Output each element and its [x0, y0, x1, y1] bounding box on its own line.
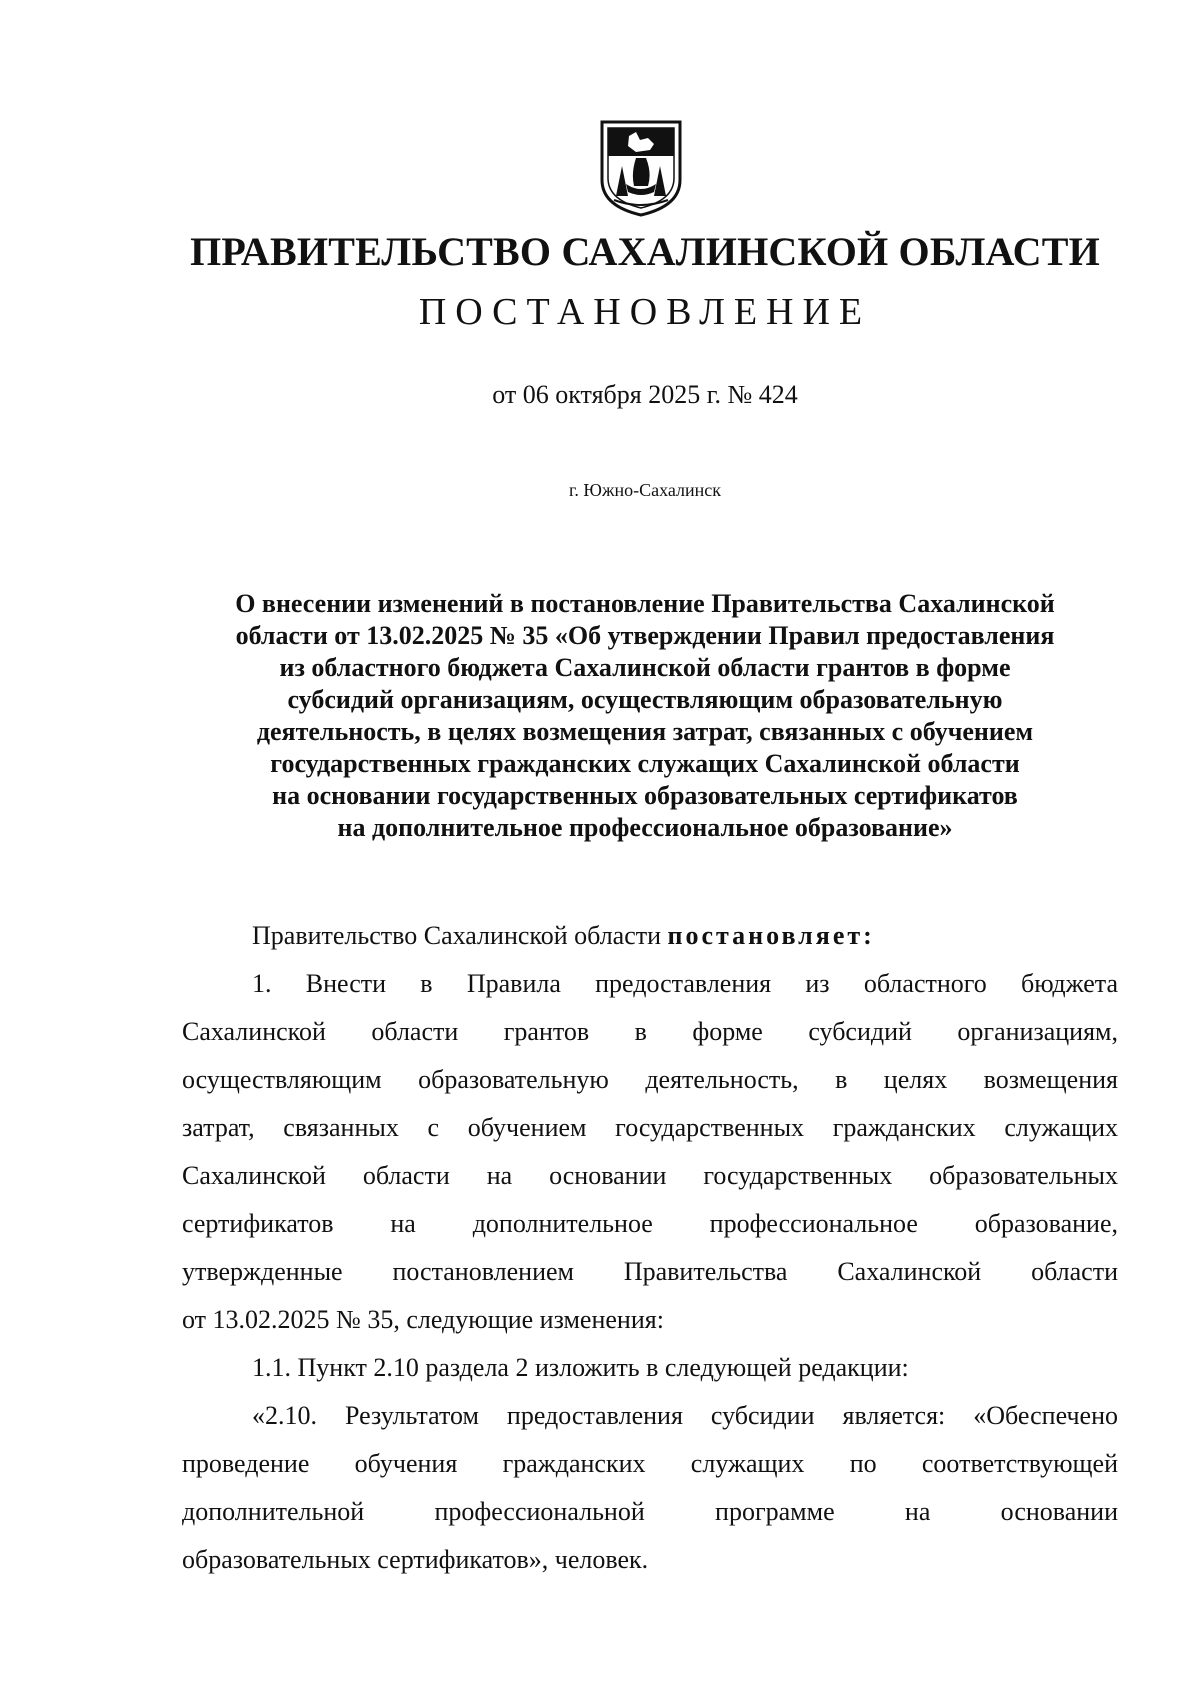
subject-line: деятельность, в целях возмещения затрат, связанных с обучением [256, 717, 1034, 746]
paragraph-2-line: дополнительной профессиональной программе на основании [182, 1497, 1118, 1526]
document-body [182, 912, 1118, 1584]
subject-line: субсидий организациям, осуществляющим образовательную [287, 685, 1003, 714]
document-city: г. Южно-Сахалинск [568, 480, 722, 500]
paragraph-2-line: образовательных сертификатов», человек. [182, 1545, 649, 1574]
document-date-number: от 06 октября 2025 г. № 424 [492, 380, 798, 409]
document-subject [140, 588, 1150, 844]
subject-line: государственных гражданских служащих Сахалинской области [270, 749, 1020, 778]
subject-line: на дополнительное профессиональное образование» [337, 813, 953, 842]
paragraph-1-line: от 13.02.2025 № 35, следующие изменения: [182, 1305, 664, 1334]
paragraph-1-line: Сахалинской области грантов в форме субсидий организациям, [182, 1017, 1118, 1046]
preamble-text: Правительство Сахалинской области [252, 921, 662, 950]
paragraph-1-1: 1.1. Пункт 2.10 раздела 2 изложить в следующей редакции: [252, 1353, 909, 1382]
subject-line: О внесении изменений в постановление Правительства Сахалинской [235, 589, 1055, 618]
government-title: ПРАВИТЕЛЬСТВО САХАЛИНСКОЙ ОБЛАСТИ [190, 229, 1100, 274]
paragraph-1-line: сертификатов на дополнительное профессиональное образование, [182, 1209, 1118, 1238]
paragraph-2-line: «2.10. Результатом предоставления субсидии является: «Обеспечено [252, 1401, 1118, 1430]
subject-line: области от 13.02.2025 № 35 «Об утверждении Правил предоставления [235, 621, 1055, 650]
subject-line: из областного бюджета Сахалинской области грантов в форме [279, 653, 1011, 682]
paragraph-1-line: затрат, связанных с обучением государственных гражданских служащих [182, 1113, 1118, 1142]
paragraph-2-line: проведение обучения гражданских служащих по соответствующей [182, 1449, 1118, 1478]
subject-line: на основании государственных образовательных сертификатов [272, 781, 1018, 810]
preamble [182, 912, 1118, 960]
document-type: ПОСТАНОВЛЕНИЕ [418, 291, 872, 333]
paragraph-1-line: осуществляющим образовательную деятельность, в целях возмещения [182, 1065, 1118, 1094]
preamble-colon: : [863, 921, 875, 950]
coat-of-arms-icon [596, 118, 686, 218]
paragraph-1-line: утвержденные постановлением Правительства Сахалинской области [182, 1257, 1118, 1286]
paragraph-1-line: 1. Внести в Правила предоставления из областного бюджета [252, 969, 1118, 998]
preamble-verb: постановляет [667, 921, 864, 950]
paragraph-1-line: Сахалинской области на основании государственных образовательных [182, 1161, 1118, 1190]
